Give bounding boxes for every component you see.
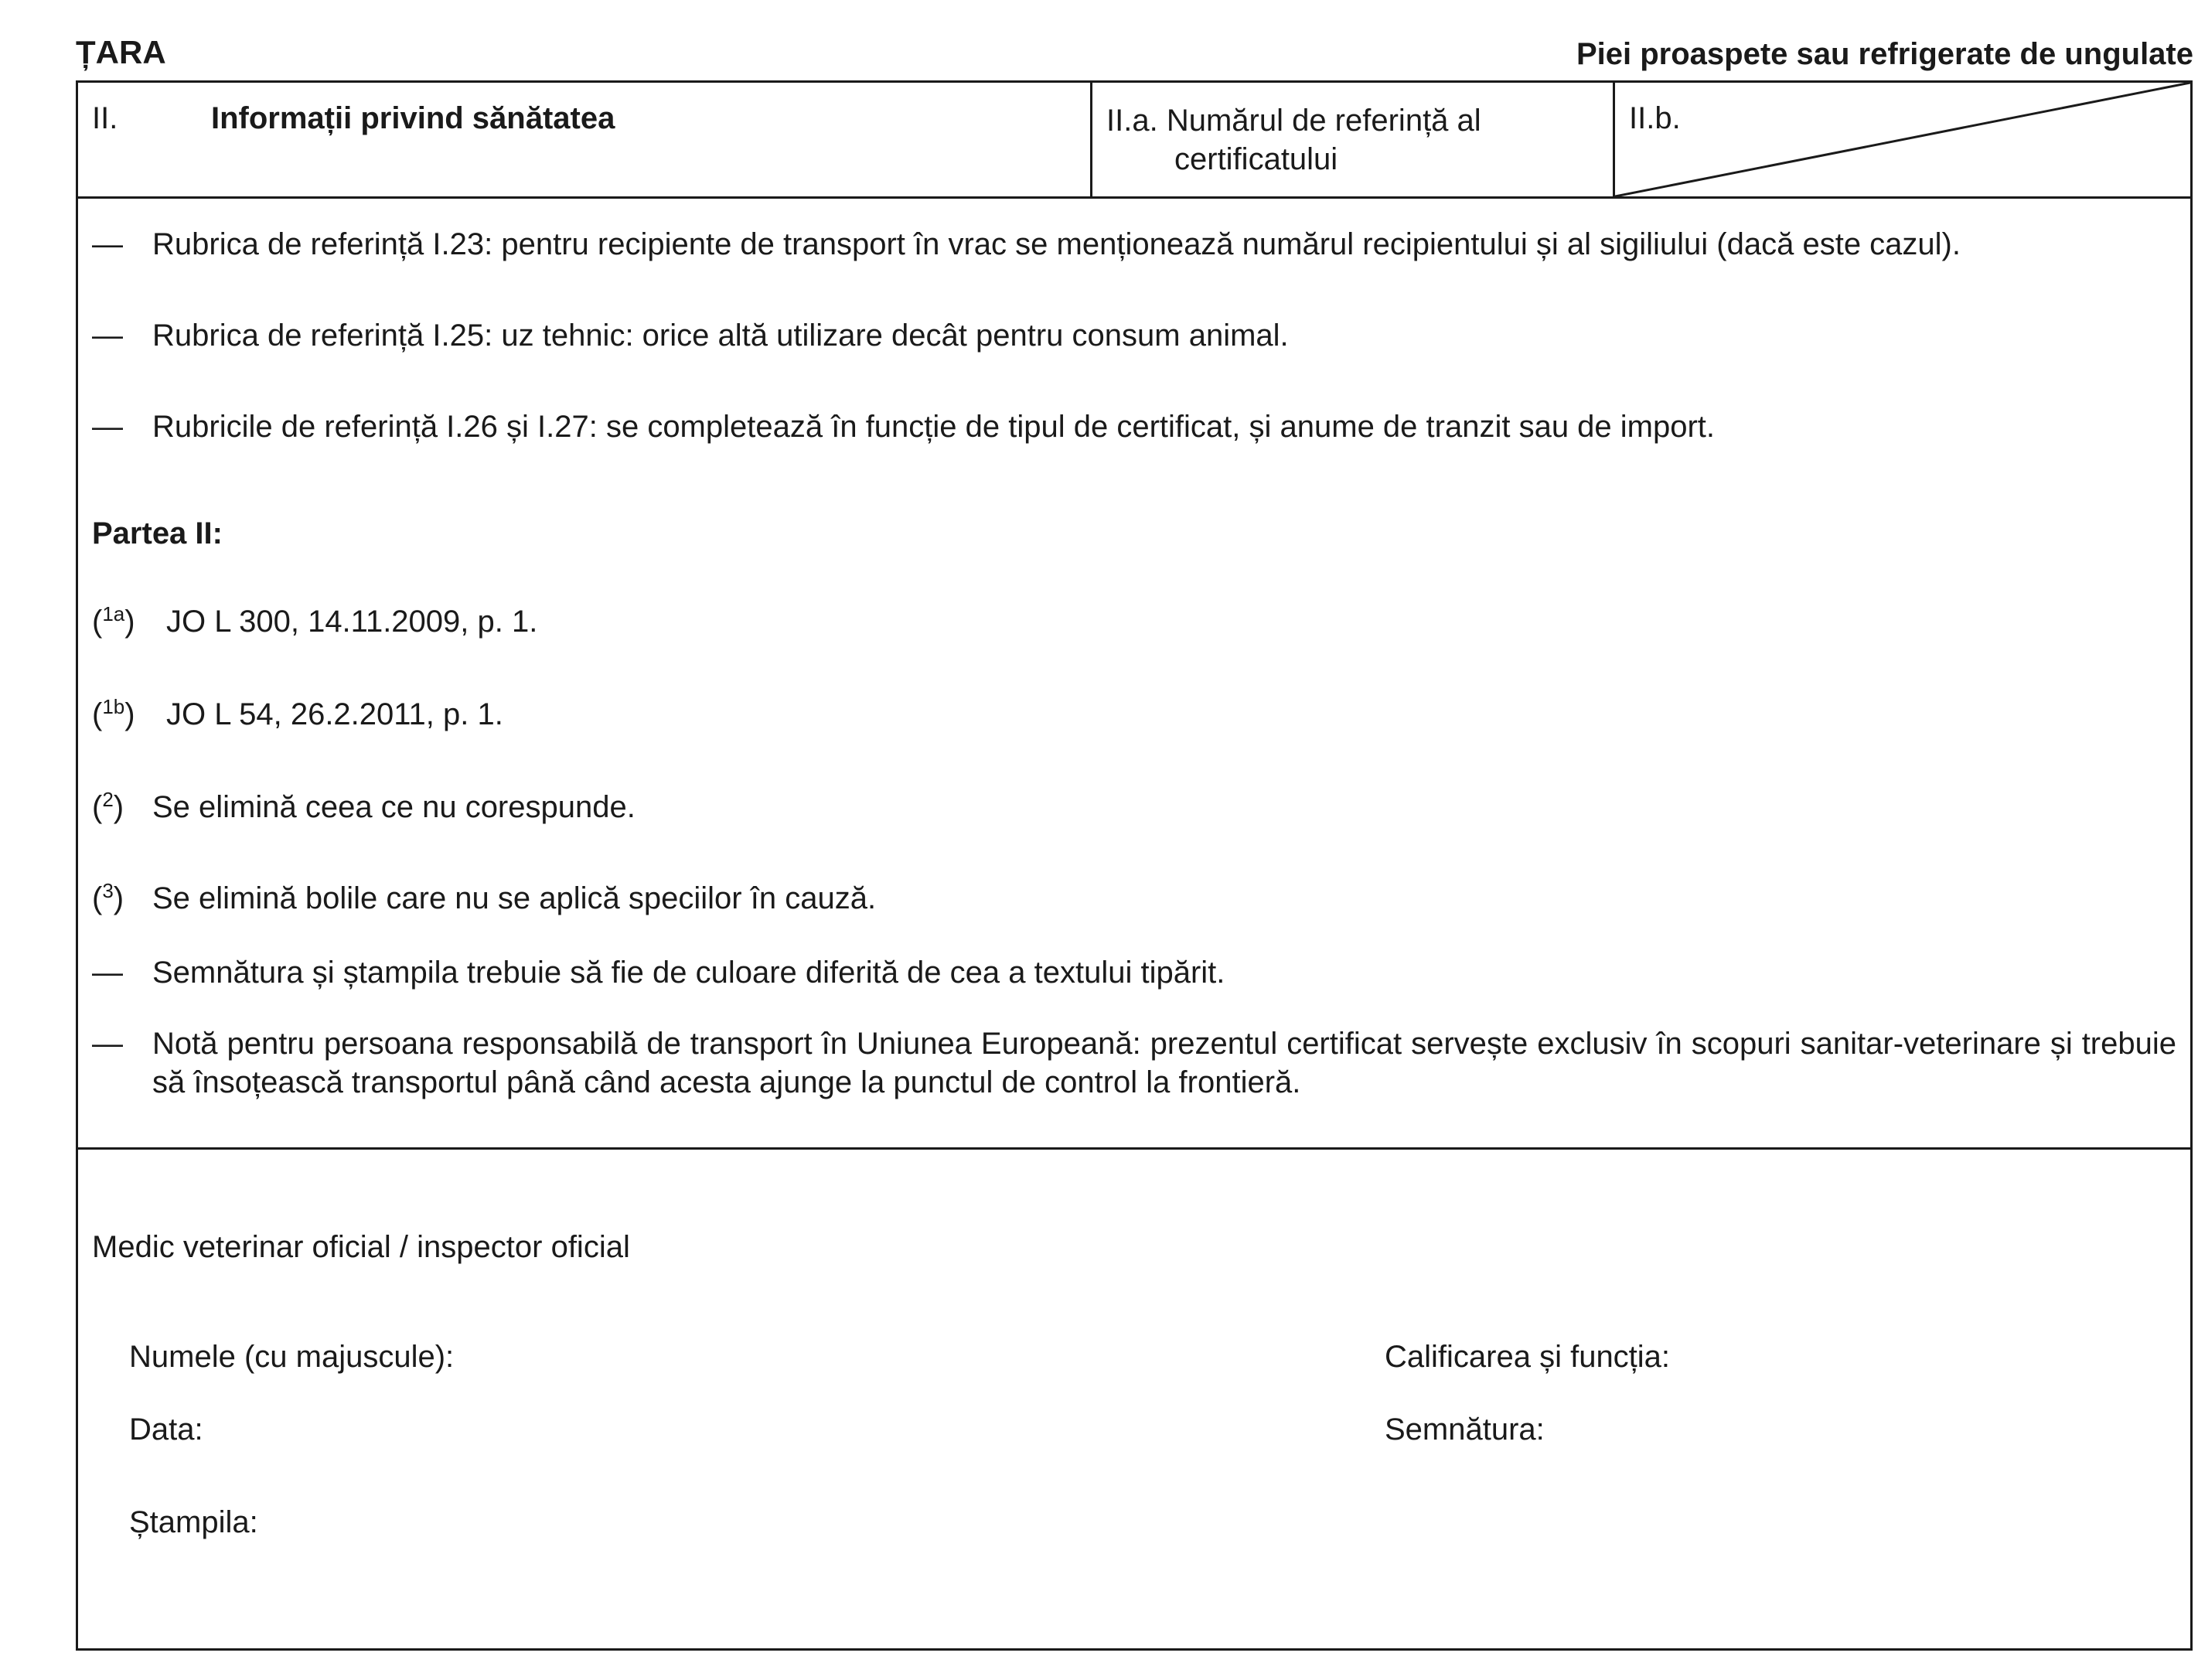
diagonal-strike (1615, 83, 2190, 196)
footnote-text: Se elimină ceea ce nu corespunde. (152, 790, 636, 824)
note-text: Semnătura și ștampila trebuie să fie de culoare diferită de cea a textului tipărit. (152, 956, 1225, 990)
footnote-mark: ($^{1b}$) (92, 695, 135, 731)
note-text: Rubrica de referință I.25: uz tehnic: orice altă utilizare decât pentru consum animal. (152, 319, 1289, 353)
note-signature-color (92, 953, 2176, 992)
official-title: Medic veterinar oficial / inspector oficial (92, 1230, 630, 1264)
note-text: Notă pentru persoana responsabilă de transport în Uniunea Europeană: prezentul certificat servește exclusiv în scopuri sanitar-veterinare și trebuie să însoțească transportul până când acesta ajunge la punctul de control la frontieră. (152, 1027, 2176, 1099)
footnote-2 (92, 788, 2176, 826)
note-i26 (92, 407, 2176, 446)
qualification-label: Calificarea și funcția: (1385, 1340, 1671, 1374)
footnote-mark: ($^{1a}$) (92, 602, 135, 639)
footnote-text: Se elimină bolile care nu se aplică speciilor în cauză. (152, 881, 877, 915)
notes-section (78, 199, 2190, 1150)
footnote-mark: ($^3$) (92, 879, 124, 915)
iib-label: II.b. (1629, 101, 1681, 135)
footnote-3 (92, 879, 2176, 918)
iib-cell (1615, 83, 2190, 196)
section-title: Informații privind sănătatea (211, 101, 615, 135)
note-i25 (92, 316, 2176, 355)
section-title-cell (78, 83, 1092, 196)
date-label: Data: (129, 1412, 203, 1447)
signature-block (78, 1150, 2190, 1651)
note-i23 (92, 225, 2176, 264)
dash-mark: — (92, 319, 123, 353)
document-title: Piei proaspete sau refrigerate de ungulate (1576, 37, 2193, 71)
dash-mark: — (92, 227, 123, 261)
footnote-text: JO L 54, 26.2.2011, p. 1. (166, 697, 503, 731)
section-number: II. (92, 101, 118, 135)
footnote-mark: ($^2$) (92, 788, 124, 824)
reference-number-label-cont: certificatului (1174, 142, 1338, 176)
signature-label: Semnătura: (1385, 1412, 1545, 1447)
note-text: Rubricile de referință I.26 și I.27: se completează în funcție de tipul de certificat, și anume de tranzit sau de import. (152, 410, 1716, 444)
dash-mark: — (92, 956, 123, 990)
reference-number-cell (1092, 83, 1615, 196)
dash-mark: — (92, 1027, 123, 1061)
footnote-1a (92, 602, 2176, 641)
dash-mark: — (92, 410, 123, 444)
stamp-label: Ștampila: (129, 1505, 258, 1539)
footnote-1b (92, 695, 2176, 734)
note-transport (92, 1024, 2176, 1102)
footnote-text: JO L 300, 14.11.2009, p. 1. (166, 605, 538, 639)
reference-number-label: II.a. Numărul de referință al (1106, 104, 1481, 138)
name-label: Numele (cu majuscule): (129, 1340, 455, 1374)
note-text: Rubrica de referință I.23: pentru recipiente de transport în vrac se menționează numărul recipientului și al sigiliului (dacă este cazul). (152, 227, 1961, 261)
country-label: ȚARA (76, 34, 166, 70)
part-heading: Partea II: (92, 516, 223, 550)
certificate-frame (76, 80, 2193, 1651)
table-header-row (78, 83, 2190, 199)
